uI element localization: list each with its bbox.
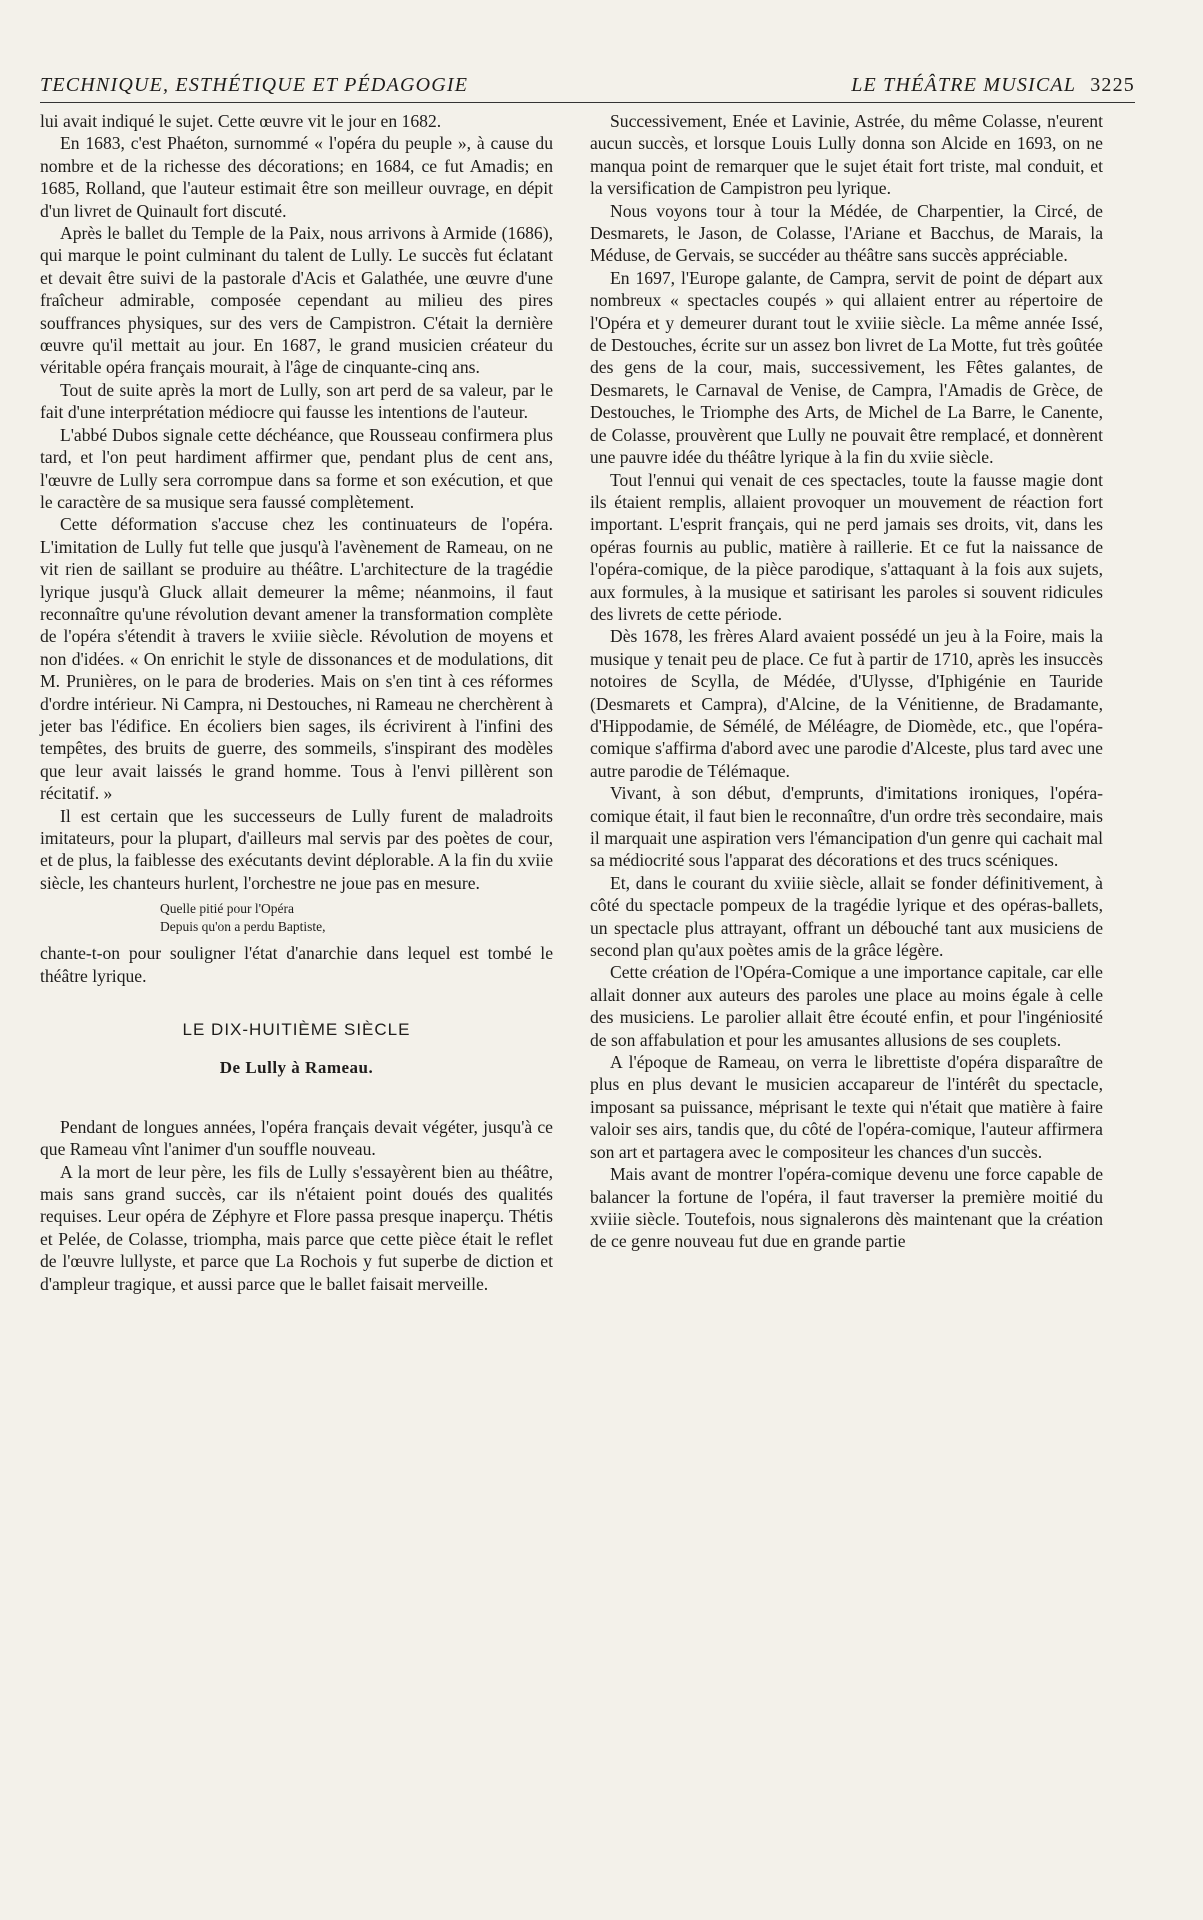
paragraph: Dès 1678, les frères Alard avaient possédé un jeu à la Foire, mais la musique y tenait peu de place. Ce fut à partir de 1710, après les insuccès notoires de Scylla, de Médée, d'Ulysse, d'Iphigénie en Tauride (Desmarets et Campra), d'Alcine, de la Vénitienne, de Bradamante, d'Hippodamie, de Sémélé, de Méléagre, de Diomède, etc., que l'opéra-comique s'affirma d'abord avec une parodie d'Alceste, plus tard avec une autre parodie de Télémaque. [590, 626, 1103, 781]
paragraph: A l'époque de Rameau, on verra le librettiste d'opéra disparaître de plus en plus devant le musicien accapareur de l'intérêt du spectacle, imposant sa puissance, méprisant le texte qui n'était que matière à faire valoir ses airs, tandis que, du côté de l'opéra-comique, l'auteur affirmera son art et partagera avec le compositeur les chances d'un succès. [590, 1052, 1103, 1162]
header-left-title: TECHNIQUE, ESTHÉTIQUE ET PÉDAGOGIE [40, 74, 469, 96]
right-column [590, 110, 1103, 1253]
paragraph: Cette déformation s'accuse chez les continuateurs de l'opéra. L'imitation de Lully fut telle que jusqu'à l'avènement de Rameau, on ne vit rien de saillant se produire au théâtre. L'architecture de la tragédie lyrique jusqu'à Gluck allait demeurer la même; néanmoins, il faut reconnaître qu'une révolution devant amener la transformation complète de l'opéra s'étendit à travers le xviiie siècle. Révolution de moyens et non d'idées. « On enrichit le style de dissonances et de modulations, dit M. Prunières, on le para de broderies. Mais on s'en tint à ces réformes d'ordre intérieur. Ni Campra, ni Destouches, ni Rameau ne cherchèrent à jeter bas l'édifice. En écoliers bien sages, ils écrivirent à l'infini des tempêtes, des bruits de guerre, des sommeils, s'inspirant des modèles que leur avait laissés le grand homme. Tous à l'envi pillèrent son récitatif. » [40, 514, 553, 804]
paragraph: Il est certain que les successeurs de Lully furent de maladroits imitateurs, pour la plupart, d'ailleurs mal servis par des poètes de cour, et de plus, la faiblesse des exécutants devint déplorable. A la fin du xviie siècle, les chanteurs hurlent, l'orchestre ne joue pas en mesure. [40, 805, 553, 893]
paragraph: lui avait indiqué le sujet. Cette œuvre vit le jour en 1682. [40, 111, 442, 131]
verse-line: Quelle pitié pour l'Opéra [160, 901, 295, 917]
running-header [40, 70, 1135, 103]
paragraph: chante-t-on pour souligner l'état d'anarchie dans lequel est tombé le théâtre lyrique. [40, 943, 553, 986]
paragraph: En 1683, c'est Phaéton, surnommé « l'opéra du peuple », à cause du nombre et de la richesse des décorations; en 1684, ce fut Amadis; en 1685, Rolland, que l'auteur estimait être son meilleur ouvrage, en dépit d'un livret de Quinault fort discuté. [40, 133, 553, 221]
paragraph: L'abbé Dubos signale cette déchéance, que Rousseau confirmera plus tard, et l'on peut hardiment affirmer que, pendant plus de cent ans, l'œuvre de Lully sera corrompue dans sa forme et son exécution, et que le caractère de sa musique sera faussé complètement. [40, 424, 553, 512]
paragraph: Successivement, Enée et Lavinie, Astrée, du même Colasse, n'eurent aucun succès, et lorsque Louis Lully donna son Alcide en 1693, on ne manqua point de remarquer que le sujet était fort triste, mal conduit, et la versification de Campistron peu lyrique. [590, 111, 1103, 199]
paragraph: Après le ballet du Temple de la Paix, nous arrivons à Armide (1686), qui marque le point culminant du talent de Lully. Le succès fut éclatant et devait être suivi de la pastorale d'Acis et Galathée, une œuvre d'une fraîcheur admirable, composée cependant au milieu des pires souffrances physiques, sur des vers de Campistron. C'était la dernière œuvre qu'il mettait au jour. En 1687, le grand musicien créateur du véritable opéra français mourait, à l'âge de cinquante-cinq ans. [40, 223, 553, 378]
paragraph: A la mort de leur père, les fils de Lully s'essayèrent bien au théâtre, mais sans grand succès, car ils n'étaient point doués des qualités requises. Leur opéra de Zéphyre et Flore passa presque inaperçu. Thétis et Pelée, de Colasse, triompha, mais parce que cette pièce était le reflet de l'œuvre lullyste, et parce que La Rochois y fut superbe de diction et d'ampleur tragique, et aussi parce que le ballet faisait merveille. [40, 1161, 553, 1294]
paragraph: Vivant, à son début, d'emprunts, d'imitations ironiques, l'opéra-comique était, il faut bien le reconnaître, d'un ordre très secondaire, mais il marquait une aspiration vers l'émancipation d'un genre qui cachait mal sa médiocrité sous l'apparat des décorations et des trucs scéniques. [590, 783, 1103, 871]
header-right [851, 74, 1135, 97]
paragraph: En 1697, l'Europe galante, de Campra, servit de point de départ aux nombreux « spectacles coupés » qui allaient entrer au répertoire de l'Opéra et y demeurer durant tout le xviiie siècle. La même année Issé, de Destouches, écrite sur un assez bon livret de La Motte, fut très goûtée des gens de la cour, mais, successivement, les Fêtes galantes, de Desmarets, le Carnaval de Venise, de Campra, l'Amadis de Grèce, de Destouches, le Triomphe des Arts, de Michel de La Barre, le Canente, de Colasse, prouvèrent que Lully ne pouvait être remplacé, et donnèrent une pauvre idée du théâtre lyrique à la fin du xviie siècle. [590, 267, 1103, 468]
paragraph: Et, dans le courant du xviiie siècle, allait se fonder définitivement, à côté du spectacle pompeux de la tragédie lyrique et des opéras-ballets, un spectacle plus attrayant, offrant un débouché tant aux musiciens de second plan qu'aux poètes amis de la grâce légère. [590, 872, 1103, 961]
section-subtitle: De Lully à Rameau. [219, 1058, 374, 1078]
verse-line: Depuis qu'on a perdu Baptiste, [160, 919, 326, 935]
paragraph: Cette création de l'Opéra-Comique a une importance capitale, car elle allait donner aux auteurs des paroles une place au moins égale à celle des musiciens. Le parolier allait être écouté enfin, et pour l'ingéniosité de son affabulation et pour les amusantes allusions de ses couplets. [590, 962, 1103, 1050]
left-column [40, 110, 553, 1295]
section-title: LE DIX-HUITIÈME SIÈCLE [182, 1020, 411, 1040]
paragraph: Pendant de longues années, l'opéra français devait végéter, jusqu'à ce que Rameau vînt l'animer d'un souffle nouveau. [40, 1116, 553, 1160]
paragraph: Nous voyons tour à tour la Médée, de Charpentier, la Circé, de Desmarets, le Jason, de Colasse, l'Ariane et Bacchus, de Marais, la Méduse, de Gervais, se succéder au théâtre sans succès appréciable. [590, 200, 1103, 266]
paragraph: Mais avant de montrer l'opéra-comique devenu une force capable de balancer la fortune de l'opéra, il faut traverser la première moitié du xviiie siècle. Toutefois, nous signalerons dès maintenant que la création de ce genre nouveau fut due en grande partie [590, 1164, 1103, 1252]
verse-quote [160, 900, 553, 936]
paragraph: Tout l'ennui qui venait de ces spectacles, toute la fausse magie dont ils étaient remplis, allaient provoquer un mouvement de réaction fort important. L'esprit français, qui ne perd jamais ses droits, vit, dans les opéras fournis au public, matière à raillerie. Et ce fut la naissance de l'opéra-comique, de la pièce parodique, s'attaquant à la fois aux sujets, aux formules, à la musique et satirisant les paroles si souvent ridicules des livrets de cette période. [590, 469, 1103, 624]
paragraph: Tout de suite après la mort de Lully, son art perd de sa valeur, par le fait d'une interprétation médiocre qui fausse les intentions de l'auteur. [40, 379, 553, 423]
header-right-title: LE THÉÂTRE MUSICAL [851, 74, 1077, 96]
page-number: 3225 [1090, 74, 1135, 96]
